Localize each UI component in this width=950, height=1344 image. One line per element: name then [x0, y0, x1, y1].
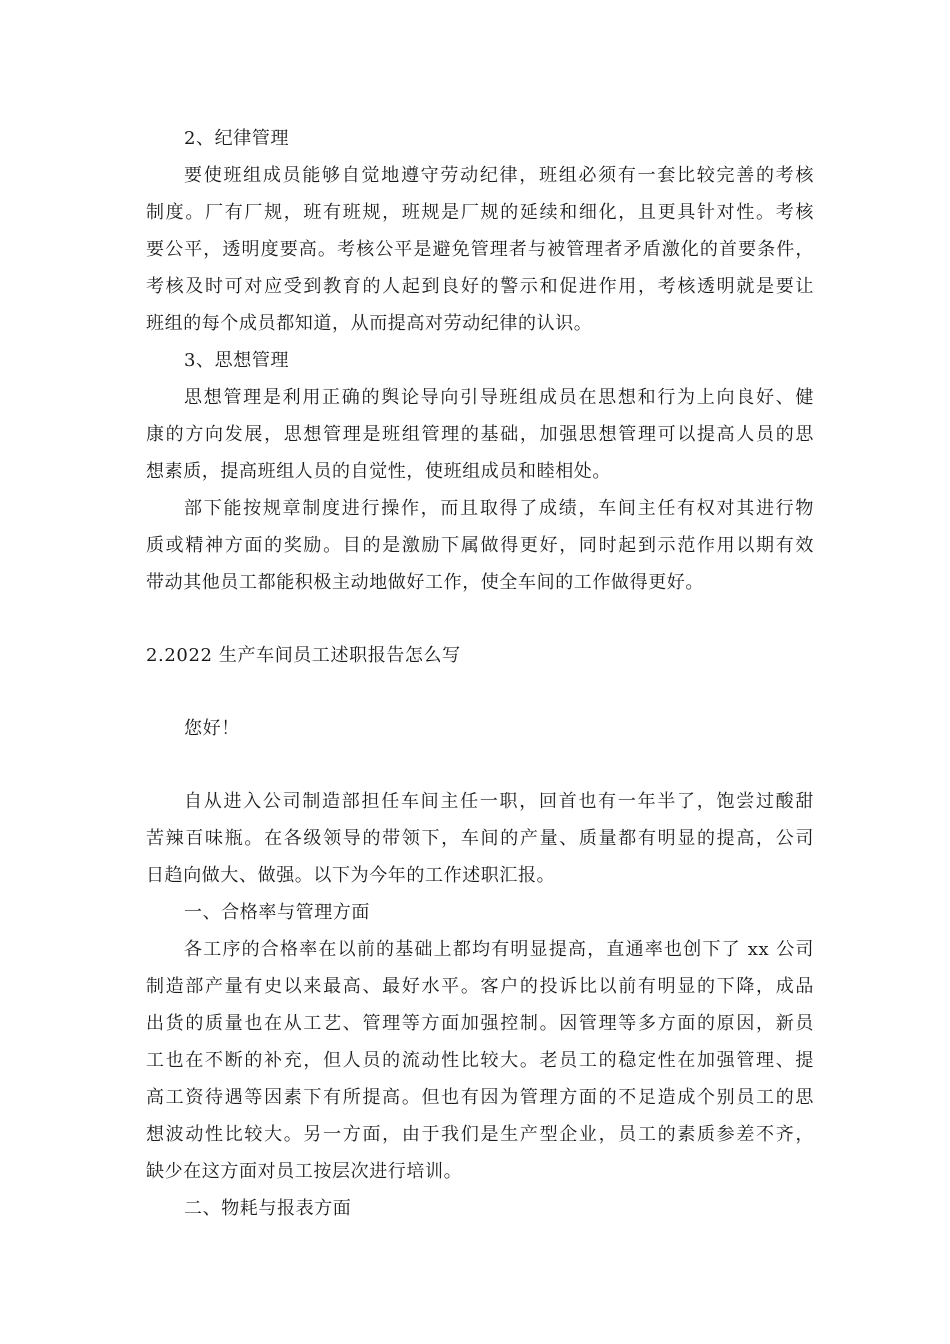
section-heading-thought: 3、思想管理: [184, 350, 290, 371]
paragraph-line: 高工资待遇等因素下有所提高。但也有因为管理方面的不足造成个别员工的思: [146, 1087, 814, 1108]
paragraph-line: 质或精神方面的奖励。目的是激励下属做得更好，同时起到示范作用以期有效: [146, 535, 814, 556]
paragraph-line: 缺少在这方面对员工按层次进行培训。: [146, 1161, 463, 1182]
paragraph-line: 考核及时可对应受到教育的人起到良好的警示和促进作用，考核透明就是要让: [146, 276, 814, 297]
paragraph-line: 想波动性比较大。另一方面，由于我们是生产型企业，员工的素质参差不齐，: [146, 1124, 814, 1145]
document-page: [146, 120, 814, 1227]
paragraph-intro: [146, 783, 814, 894]
paragraph-line: 日趋向做大、做强。以下为今年的工作述职汇报。: [146, 865, 556, 886]
section-heading-pass-rate: 一、合格率与管理方面: [184, 902, 370, 923]
section-heading-discipline: 2、纪律管理: [184, 128, 290, 149]
greeting: 您好！: [184, 718, 240, 739]
paragraph-line: 思想管理是利用正确的舆论导向引导班组成员在思想和行为上向良好、健: [184, 387, 814, 408]
paragraph-line: 工也在不断的补充，但人员的流动性比较大。老员工的稳定性在加强管理、提: [146, 1050, 814, 1071]
paragraph-line: 制造部产量有史以来最高、最好水平。客户的投诉比以前有明显的下降，成品: [146, 976, 814, 997]
paragraph-line: 制度。厂有厂规，班有班规，班规是厂规的延续和细化，且更具针对性。考核: [146, 202, 814, 223]
paragraph-line: 要公平，透明度要高。考核公平是避免管理者与被管理者矛盾激化的首要条件，: [146, 239, 814, 260]
paragraph-line: 想素质，提高班组人员的自觉性，使班组成员和睦相处。: [146, 461, 611, 482]
paragraph-line: 苦辣百味瓶。在各级领导的带领下，车间的产量、质量都有明显的提高，公司: [146, 828, 814, 849]
paragraph-line: 自从进入公司制造部担任车间主任一职，回首也有一年半了，饱尝过酸甜: [184, 791, 814, 812]
report-title: 2.2022 生产车间员工述职报告怎么写: [146, 645, 461, 666]
paragraph-pass-rate: [146, 931, 814, 1190]
paragraph-reward: [146, 490, 814, 601]
paragraph-line: 部下能按规章制度进行操作，而且取得了成绩，车间主任有权对其进行物: [184, 498, 814, 519]
paragraph-line: 班组的每个成员都知道，从而提高对劳动纪律的认识。: [146, 313, 593, 334]
paragraph-line: 出货的质量也在从工艺、管理等方面加强控制。因管理等多方面的原因，新员: [146, 1013, 814, 1034]
section-heading-materials: 二、物耗与报表方面: [184, 1198, 352, 1219]
paragraph-discipline: [146, 157, 814, 342]
paragraph-thought: [146, 379, 814, 490]
paragraph-line: 康的方向发展，思想管理是班组管理的基础，加强思想管理可以提高人员的思: [146, 424, 814, 445]
paragraph-line: 各工序的合格率在以前的基础上都均有明显提高，直通率也创下了 xx 公司: [184, 939, 814, 960]
paragraph-line: 要使班组成员能够自觉地遵守劳动纪律，班组必须有一套比较完善的考核: [184, 165, 814, 186]
paragraph-line: 带动其他员工都能积极主动地做好工作，使全车间的工作做得更好。: [146, 572, 704, 593]
